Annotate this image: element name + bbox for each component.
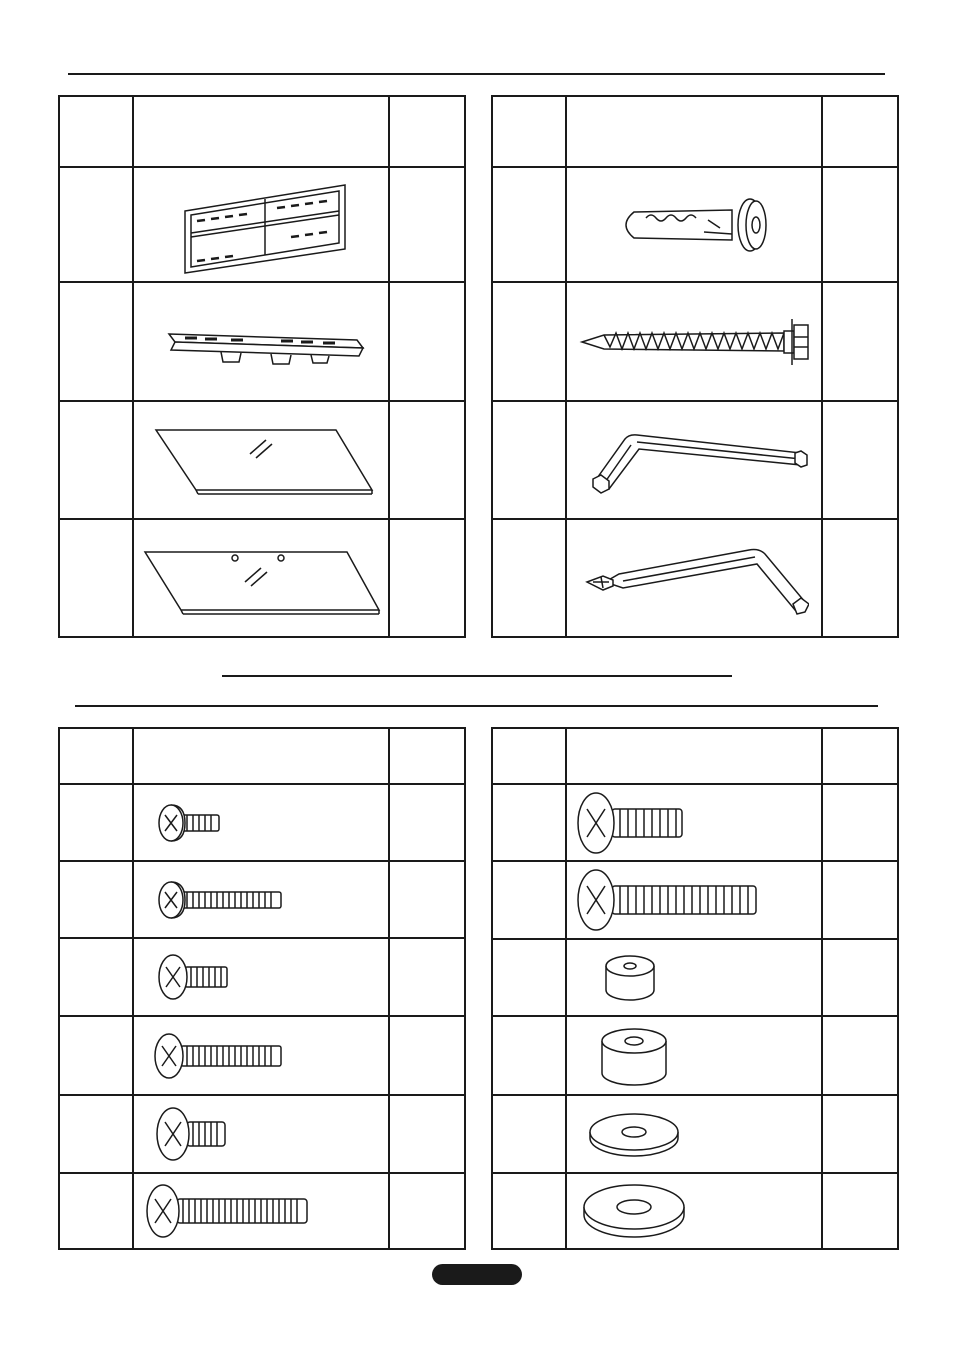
qty-cell [389,282,465,401]
header-ref [59,96,133,167]
qty-cell [389,784,465,861]
xl-long-screw-icon [574,864,814,936]
table-header-row [492,728,898,784]
ref-cell [492,1095,566,1173]
qty-cell [389,861,465,938]
image-cell [133,1173,389,1249]
page-number-badge [432,1264,522,1285]
table-row [492,784,898,861]
image-cell [566,939,822,1016]
qty-cell [822,401,898,519]
section-title-rule [222,675,732,677]
image-cell [566,1016,822,1095]
header-qty [822,96,898,167]
ref-cell [492,784,566,861]
screwdriver-bit-key-icon [579,538,809,618]
qty-cell [822,1095,898,1173]
xl-short-screw-icon [574,787,814,859]
top-rule [68,73,885,75]
ref-cell [59,938,133,1016]
image-cell [566,401,822,519]
glass-shelf-icon [146,420,376,500]
section-rule [75,705,878,707]
image-cell [133,401,389,519]
table-header-row [59,96,465,167]
ref-cell [59,401,133,519]
ref-cell [59,282,133,401]
ref-cell [492,519,566,637]
small-long-screw-icon [141,872,381,928]
ref-cell [492,939,566,1016]
hanging-rail-icon [151,312,371,372]
table-row [492,167,898,282]
image-cell [133,282,389,401]
qty-cell [389,1016,465,1095]
header-image [566,96,822,167]
lag-bolt-icon [574,307,814,377]
ref-cell [59,784,133,861]
table-row [59,519,465,637]
image-cell [133,861,389,938]
image-cell [133,167,389,282]
image-cell [133,784,389,861]
ref-cell [59,1095,133,1173]
image-cell [566,1095,822,1173]
image-cell [566,784,822,861]
medium-long-screw-icon [141,1026,381,1086]
table-row [492,939,898,1016]
table-row [492,1173,898,1249]
small-short-screw-icon [141,795,381,851]
screws-table-right [491,727,899,1250]
image-cell [133,1095,389,1173]
ref-cell [492,1016,566,1095]
large-short-screw-icon [141,1102,381,1166]
qty-cell [822,861,898,939]
table-row [59,1095,465,1173]
parts-table-left [58,95,466,638]
table-row [492,519,898,637]
image-cell [566,1173,822,1249]
header-image [133,728,389,784]
wall-anchor-icon [604,190,784,260]
small-washer-icon [574,1104,814,1164]
table-row [59,167,465,282]
table-row [492,1095,898,1173]
ref-cell [492,167,566,282]
parts-table-right [491,95,899,638]
large-washer-icon [574,1179,814,1243]
image-cell [133,1016,389,1095]
ref-cell [59,861,133,938]
small-spacer-icon [574,948,814,1008]
qty-cell [389,167,465,282]
table-row [492,1016,898,1095]
qty-cell [389,1095,465,1173]
image-cell [566,519,822,637]
qty-cell [822,282,898,401]
ref-cell [59,1173,133,1249]
header-image [566,728,822,784]
qty-cell [822,1016,898,1095]
table-header-row [59,728,465,784]
header-qty [822,728,898,784]
table-row [59,784,465,861]
qty-cell [389,519,465,637]
header-ref [492,96,566,167]
qty-cell [822,167,898,282]
qty-cell [822,939,898,1016]
header-ref [492,728,566,784]
table-header-row [492,96,898,167]
ref-cell [59,1016,133,1095]
ref-cell [492,861,566,939]
table-row [59,1173,465,1249]
table-row [59,938,465,1016]
image-cell [566,861,822,939]
image-cell [133,938,389,1016]
ref-cell [59,167,133,282]
qty-cell [822,1173,898,1249]
hex-key-icon [579,425,809,495]
table-row [59,861,465,938]
qty-cell [822,784,898,861]
screws-table-left [58,727,466,1250]
qty-cell [389,938,465,1016]
qty-cell [389,401,465,519]
glass-shelf-with-holes-icon [141,538,381,618]
image-cell [566,167,822,282]
table-row [492,282,898,401]
qty-cell [822,519,898,637]
medium-short-screw-icon [141,947,381,1007]
image-cell [133,519,389,637]
ref-cell [59,519,133,637]
large-spacer-icon [574,1021,814,1091]
large-long-screw-icon [141,1179,381,1243]
ref-cell [492,282,566,401]
table-row [492,401,898,519]
ref-cell [492,401,566,519]
table-row [59,1016,465,1095]
image-cell [566,282,822,401]
header-ref [59,728,133,784]
header-qty [389,728,465,784]
qty-cell [389,1173,465,1249]
table-row [492,861,898,939]
ref-cell [492,1173,566,1249]
wall-plate-icon [161,175,361,275]
table-row [59,282,465,401]
table-row [59,401,465,519]
header-qty [389,96,465,167]
header-image [133,96,389,167]
